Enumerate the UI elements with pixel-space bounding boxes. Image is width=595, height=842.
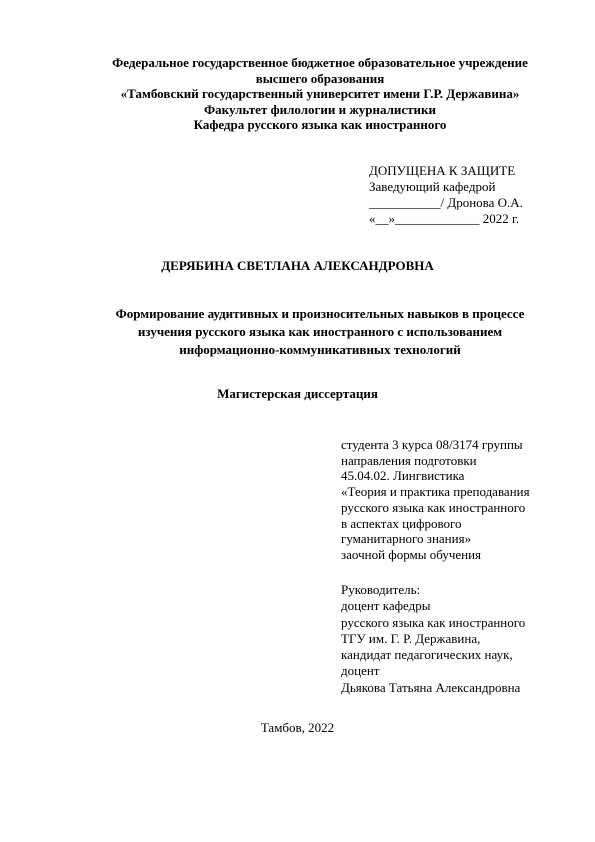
title-line: изучения русского языка как иностранного с использованием — [137, 324, 503, 339]
student-line: заочной формы обучения — [341, 546, 482, 562]
supervisor-line: доцент кафедры — [341, 598, 431, 614]
student-line: студента 3 курса 08/3174 группы — [341, 437, 523, 452]
approval-line: ___________/ Дронова О.А. — [369, 195, 523, 210]
student-line: русского языка как иностранного — [341, 499, 526, 515]
supervisor-line: ТГУ им. Г. Р. Державина, — [341, 630, 481, 646]
student-line: в аспектах цифрового — [341, 515, 462, 531]
supervisor-info — [341, 582, 581, 696]
header-line: Факультет филологии и журналистики — [203, 101, 437, 117]
student-line: направления подготовки — [341, 452, 477, 468]
city-year: Тамбов, 2022 — [260, 720, 335, 735]
work-type: Магистерская диссертация — [217, 386, 378, 401]
student-line: «Теория и практика преподавания — [341, 484, 530, 500]
thesis-title — [60, 305, 580, 359]
title-line: Формирование аудитивных и произносительных навыков в процессе — [115, 306, 525, 321]
approval-line: «__»_____________ 2022 г. — [369, 211, 520, 226]
supervisor-line: доцент — [341, 663, 380, 679]
header-line: «Тамбовский государственный университет имени Г.Р. Державина» — [120, 86, 520, 101]
supervisor-line: Дьякова Татьяна Александровна — [341, 679, 521, 695]
header-line: высшего образования — [255, 70, 385, 86]
supervisor-line: кандидат педагогических наук, — [341, 647, 513, 663]
approval-line: ДОПУЩЕНА К ЗАЩИТЕ — [369, 163, 516, 178]
institution-header — [60, 55, 580, 133]
approval-block — [369, 163, 579, 227]
header-line: Федеральное государственное бюджетное образовательное учреждение — [112, 55, 528, 70]
supervisor-line: русского языка как иностранного — [341, 614, 526, 630]
author-name: ДЕРЯБИНА СВЕТЛАНА АЛЕКСАНДРОВНА — [161, 258, 434, 273]
supervisor-line: Руководитель: — [341, 582, 421, 597]
student-line: 45.04.02. Лингвистика — [341, 468, 465, 484]
student-info — [341, 437, 581, 563]
approval-line: Заведующий кафедрой — [369, 179, 496, 194]
title-line: информационно-коммуникативных технологий — [179, 342, 461, 357]
student-line: гуманитарного знания» — [341, 531, 472, 547]
header-line: Кафедра русского языка как иностранного — [193, 117, 447, 132]
